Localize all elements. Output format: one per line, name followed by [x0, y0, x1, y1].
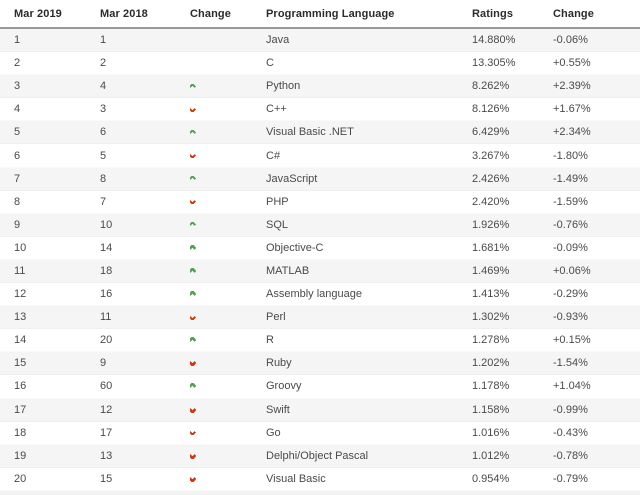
table-row	[0, 52, 640, 75]
table-row	[0, 352, 640, 375]
rank-2018-cell: 18	[100, 264, 113, 277]
change-arrow-cell	[190, 222, 266, 227]
rank-2019-cell: 1	[14, 34, 21, 47]
change-value-cell: -0.29%	[553, 288, 588, 301]
rank-2019-cell: 12	[14, 288, 27, 301]
language-cell: Python	[266, 80, 301, 93]
language-cell: Groovy	[266, 380, 302, 393]
rank-2019-cell: 7	[14, 172, 21, 185]
language-cell: MATLAB	[266, 264, 310, 277]
table-row	[0, 283, 640, 306]
change-value-cell: -0.99%	[553, 403, 588, 416]
ratings-cell: 8.262%	[472, 80, 510, 93]
rank-2018-cell: 1	[100, 34, 107, 47]
language-cell: PHP	[266, 195, 289, 208]
rank-2019-cell: 20	[14, 472, 27, 485]
table-row	[0, 329, 640, 352]
table-row	[0, 306, 640, 329]
rank-2018-cell: 2	[100, 57, 107, 70]
rank-2019-cell: 13	[14, 311, 27, 324]
language-cell: C++	[266, 103, 287, 116]
table-row	[0, 29, 640, 52]
change-arrow-cell	[190, 291, 266, 297]
rank-2019-cell: 16	[14, 380, 27, 393]
rank-up-arrow-icon	[190, 383, 198, 389]
table-row	[0, 214, 640, 237]
language-cell: Ruby	[266, 357, 292, 370]
language-cell: Visual Basic .NET	[266, 126, 354, 139]
rank-2018-cell: 9	[100, 357, 107, 370]
change-value-cell: -1.54%	[553, 357, 588, 370]
table-row	[0, 121, 640, 144]
rank-2018-cell: 13	[100, 449, 113, 462]
ratings-cell: 1.413%	[472, 288, 510, 301]
change-arrow-cell	[190, 476, 266, 482]
rank-2019-cell: 15	[14, 357, 27, 370]
change-arrow-cell	[190, 430, 266, 435]
rank-2019-cell: 8	[14, 195, 21, 208]
change-arrow-cell	[190, 453, 266, 459]
rank-2019-cell: 6	[14, 149, 21, 162]
ratings-cell: 1.926%	[472, 218, 510, 231]
ratings-cell: 1.681%	[472, 241, 510, 254]
change-arrow-cell	[190, 84, 266, 89]
rank-2019-cell: 17	[14, 403, 27, 416]
change-arrow-cell	[190, 130, 266, 135]
change-arrow-cell	[190, 337, 266, 343]
ratings-cell: 1.302%	[472, 311, 510, 324]
ratings-cell: 1.178%	[472, 380, 510, 393]
rank-down-arrow-icon	[190, 153, 198, 158]
language-cell: Assembly language	[266, 288, 363, 301]
table-row	[0, 98, 640, 121]
rank-2018-cell: 14	[100, 241, 113, 254]
language-cell: SQL	[266, 218, 289, 231]
rank-2018-cell: 16	[100, 288, 113, 301]
language-cell: R	[266, 334, 274, 347]
table-row	[0, 144, 640, 167]
ratings-cell: 14.880%	[472, 34, 516, 47]
rank-2018-cell: 15	[100, 472, 113, 485]
change-arrow-cell	[190, 407, 266, 413]
rank-up-arrow-icon	[190, 268, 198, 274]
change-value-cell: -0.09%	[553, 241, 588, 254]
rank-2019-cell: 14	[14, 334, 27, 347]
ratings-cell: 2.420%	[472, 195, 510, 208]
change-value-cell: -1.80%	[553, 149, 588, 162]
table-row	[0, 75, 640, 98]
rank-2018-cell: 12	[100, 403, 113, 416]
rank-up-arrow-icon	[190, 130, 198, 135]
ratings-cell: 13.305%	[472, 57, 516, 70]
change-value-cell: +2.39%	[553, 80, 591, 93]
change-arrow-cell	[190, 315, 266, 320]
change-value-cell: +0.15%	[553, 334, 591, 347]
table-row	[0, 168, 640, 191]
rank-down-arrow-icon	[190, 407, 198, 413]
change-arrow-cell	[190, 268, 266, 274]
rank-2019-cell: 18	[14, 426, 27, 439]
change-arrow-cell	[190, 383, 266, 389]
rank-2018-cell: 60	[100, 380, 113, 393]
table-row	[0, 399, 640, 422]
language-cell: Swift	[266, 403, 290, 416]
rank-down-arrow-icon	[190, 107, 198, 112]
rank-2018-cell: 20	[100, 334, 113, 347]
table-header-row	[0, 0, 640, 29]
language-cell: C	[266, 57, 274, 70]
table-bottom-strip	[0, 491, 640, 495]
rank-down-arrow-icon	[190, 430, 198, 435]
rank-2019-cell: 3	[14, 80, 21, 93]
rank-2018-cell: 11	[100, 311, 112, 324]
column-header-mar-2019: Mar 2019	[14, 7, 62, 20]
change-value-cell: -1.49%	[553, 172, 588, 185]
change-value-cell: +2.34%	[553, 126, 591, 139]
rank-2018-cell: 7	[100, 195, 107, 208]
rank-2019-cell: 2	[14, 57, 21, 70]
change-value-cell: -1.59%	[553, 195, 588, 208]
table-row	[0, 237, 640, 260]
rank-up-arrow-icon	[190, 245, 198, 251]
language-cell: Objective-C	[266, 241, 324, 254]
ratings-cell: 2.426%	[472, 172, 510, 185]
change-value-cell: -0.43%	[553, 426, 588, 439]
rank-2018-cell: 4	[100, 80, 107, 93]
change-value-cell: -0.78%	[553, 449, 588, 462]
ratings-cell: 1.469%	[472, 264, 510, 277]
change-arrow-cell	[190, 107, 266, 112]
table-row	[0, 445, 640, 468]
rank-down-arrow-icon	[190, 315, 198, 320]
column-header-mar-2018: Mar 2018	[100, 7, 148, 20]
change-value-cell: -0.76%	[553, 218, 588, 231]
rank-up-arrow-icon	[190, 337, 198, 343]
rank-2019-cell: 5	[14, 126, 21, 139]
table-row	[0, 375, 640, 398]
change-value-cell: -0.06%	[553, 34, 588, 47]
ratings-cell: 1.016%	[472, 426, 510, 439]
language-cell: Perl	[266, 311, 286, 324]
rank-2019-cell: 4	[14, 103, 21, 116]
ratings-cell: 3.267%	[472, 149, 510, 162]
rank-up-arrow-icon	[190, 176, 198, 181]
change-value-cell: +1.67%	[553, 103, 591, 116]
change-arrow-cell	[190, 153, 266, 158]
table-row	[0, 422, 640, 445]
ratings-cell: 1.278%	[472, 334, 510, 347]
ratings-cell: 1.202%	[472, 357, 510, 370]
change-arrow-cell	[190, 360, 266, 366]
rank-up-arrow-icon	[190, 84, 198, 89]
change-value-cell: +0.06%	[553, 264, 591, 277]
rank-2018-cell: 5	[100, 149, 107, 162]
change-value-cell: +0.55%	[553, 57, 591, 70]
rank-2018-cell: 6	[100, 126, 107, 139]
change-value-cell: -0.93%	[553, 311, 588, 324]
ratings-cell: 1.012%	[472, 449, 510, 462]
table-row	[0, 468, 640, 491]
table-body	[0, 29, 640, 491]
change-arrow-cell	[190, 245, 266, 251]
language-cell: C#	[266, 149, 281, 162]
language-cell: JavaScript	[266, 172, 318, 185]
rank-up-arrow-icon	[190, 222, 198, 227]
ratings-cell: 0.954%	[472, 472, 510, 485]
rank-2019-cell: 10	[14, 241, 27, 254]
rank-2018-cell: 17	[100, 426, 113, 439]
change-value-cell: -0.79%	[553, 472, 588, 485]
change-value-cell: +1.04%	[553, 380, 591, 393]
rank-2019-cell: 9	[14, 218, 21, 231]
ratings-cell: 6.429%	[472, 126, 510, 139]
column-header-rank-change: Change	[190, 7, 231, 20]
rank-down-arrow-icon	[190, 199, 198, 204]
rank-down-arrow-icon	[190, 360, 198, 366]
rank-2018-cell: 10	[100, 218, 113, 231]
language-cell: Visual Basic	[266, 472, 326, 485]
language-cell: Go	[266, 426, 281, 439]
rank-2019-cell: 11	[14, 264, 26, 277]
table-row	[0, 260, 640, 283]
rank-2018-cell: 3	[100, 103, 107, 116]
column-header-programming-language: Programming Language	[266, 7, 395, 20]
column-header-ratings-change: Change	[553, 7, 594, 20]
change-arrow-cell	[190, 176, 266, 181]
language-cell: Java	[266, 34, 290, 47]
rank-up-arrow-icon	[190, 291, 198, 297]
rank-2019-cell: 19	[14, 449, 27, 462]
ratings-cell: 1.158%	[472, 403, 510, 416]
change-arrow-cell	[190, 199, 266, 204]
table-row	[0, 191, 640, 214]
rank-down-arrow-icon	[190, 453, 198, 459]
ratings-cell: 8.126%	[472, 103, 510, 116]
rank-down-arrow-icon	[190, 476, 198, 482]
language-cell: Delphi/Object Pascal	[266, 449, 369, 462]
column-header-ratings: Ratings	[472, 7, 514, 20]
rank-2018-cell: 8	[100, 172, 107, 185]
